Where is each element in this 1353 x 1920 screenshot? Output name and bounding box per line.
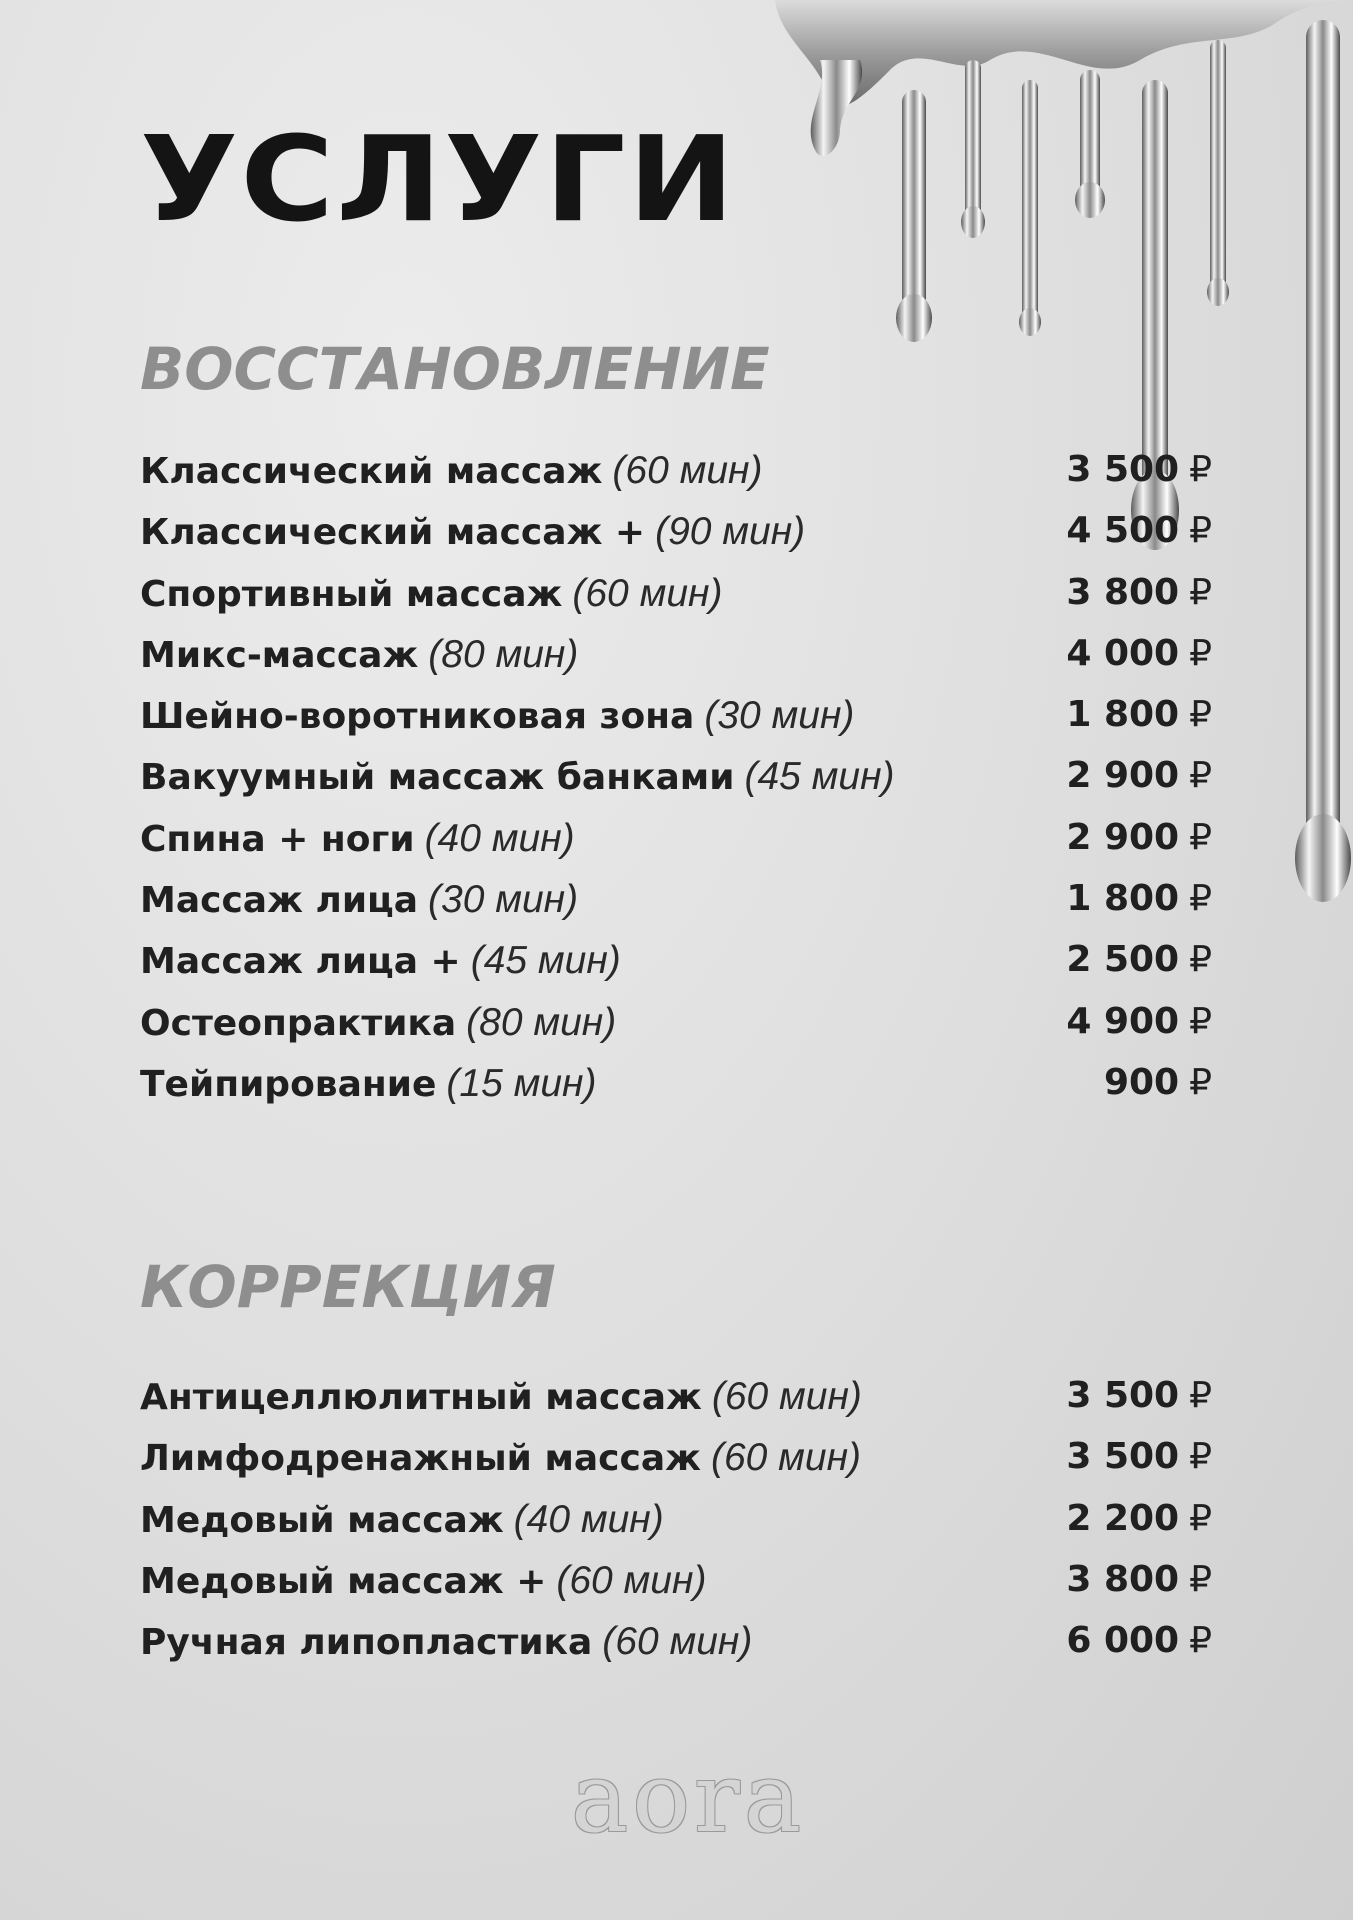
service-duration: (30 мин) <box>428 878 579 922</box>
service-item <box>140 571 1212 632</box>
ruble-sign: ₽ <box>1189 510 1212 552</box>
service-name: Вакуумный массаж банками (45 мин) <box>140 755 895 799</box>
service-item <box>140 754 1212 815</box>
ruble-sign: ₽ <box>1189 694 1212 736</box>
service-name: Антицеллюлитный массаж (60 мин) <box>140 1375 862 1418</box>
service-name: Спортивный массаж (60 мин) <box>140 571 723 615</box>
ruble-sign: ₽ <box>1189 1558 1212 1600</box>
service-price: 3 500 ₽ <box>1066 1375 1212 1416</box>
service-duration: (40 мин) <box>513 1497 664 1541</box>
ruble-sign: ₽ <box>1189 939 1212 981</box>
service-item <box>140 1000 1212 1061</box>
ruble-sign: ₽ <box>1189 1620 1212 1662</box>
service-duration: (80 мин) <box>466 1000 617 1044</box>
service-price: 3 800 ₽ <box>1066 571 1212 613</box>
service-name: Массаж лица + (45 мин) <box>140 939 621 983</box>
service-name: Лимфодренажный массаж (60 мин) <box>140 1436 862 1480</box>
service-list-recovery <box>140 448 1212 1122</box>
section-heading-correction: КОРРЕКЦИЯ <box>140 1253 556 1321</box>
service-item <box>140 1061 1212 1122</box>
service-item <box>140 1619 1212 1680</box>
service-duration: (60 мин) <box>711 1375 862 1418</box>
service-duration: (45 мин) <box>744 755 895 799</box>
ruble-sign: ₽ <box>1189 1061 1212 1103</box>
service-name: Остеопрактика (80 мин) <box>140 1000 617 1044</box>
service-duration: (90 мин) <box>655 510 806 554</box>
service-item <box>140 1558 1212 1619</box>
service-name: Классический массаж + (90 мин) <box>140 510 806 554</box>
service-duration: (60 мин) <box>710 1436 862 1480</box>
service-price: 3 500 ₽ <box>1066 1436 1212 1478</box>
service-name: Тейпирование (15 мин) <box>140 1061 597 1105</box>
service-price: 4 500 ₽ <box>1066 510 1212 552</box>
service-duration: (15 мин) <box>446 1061 597 1105</box>
service-item <box>140 1497 1212 1558</box>
service-price: 4 900 ₽ <box>1066 1000 1212 1042</box>
ruble-sign: ₽ <box>1189 571 1212 613</box>
service-item <box>140 448 1212 509</box>
service-duration: (45 мин) <box>470 939 621 983</box>
ruble-sign: ₽ <box>1189 632 1212 674</box>
service-name: Медовый массаж + (60 мин) <box>140 1558 707 1602</box>
service-price: 900 ₽ <box>1103 1061 1212 1103</box>
service-price: 1 800 ₽ <box>1066 694 1212 736</box>
section-heading-recovery: ВОССТАНОВЛЕНИЕ <box>140 335 770 403</box>
service-duration: (60 мин) <box>572 571 723 615</box>
service-name: Классический массаж (60 мин) <box>140 449 763 492</box>
brand-logo: aora <box>571 1742 806 1854</box>
service-name: Микс-массаж (80 мин) <box>140 632 579 676</box>
service-name: Массаж лица (30 мин) <box>140 878 579 922</box>
service-item <box>140 693 1212 754</box>
ruble-sign: ₽ <box>1189 816 1212 858</box>
ruble-sign: ₽ <box>1189 1497 1212 1539</box>
service-item <box>140 1374 1212 1435</box>
service-duration: (80 мин) <box>428 632 579 676</box>
ruble-sign: ₽ <box>1189 755 1212 797</box>
service-price: 3 500 ₽ <box>1066 449 1212 490</box>
service-price: 2 900 ₽ <box>1066 755 1212 797</box>
service-name: Спина + ноги (40 мин) <box>140 816 575 860</box>
service-item <box>140 877 1212 938</box>
service-duration: (40 мин) <box>424 816 575 860</box>
service-name: Шейно-воротниковая зона (30 мин) <box>140 694 855 738</box>
service-item <box>140 509 1212 570</box>
ruble-sign: ₽ <box>1189 878 1212 920</box>
service-price: 1 800 ₽ <box>1066 878 1212 920</box>
ruble-sign: ₽ <box>1189 1436 1212 1478</box>
ruble-sign: ₽ <box>1189 1375 1212 1416</box>
ruble-sign: ₽ <box>1189 1000 1212 1042</box>
service-price: 2 200 ₽ <box>1066 1497 1212 1539</box>
service-duration: (60 мин) <box>612 449 763 492</box>
service-price: 2 900 ₽ <box>1066 816 1212 858</box>
service-duration: (30 мин) <box>704 694 855 738</box>
service-name: Ручная липопластика (60 мин) <box>140 1620 753 1664</box>
service-price: 6 000 ₽ <box>1066 1620 1212 1662</box>
service-price: 2 500 ₽ <box>1066 939 1212 981</box>
service-name: Медовый массаж (40 мин) <box>140 1497 664 1541</box>
service-duration: (60 мин) <box>602 1620 753 1664</box>
service-price: 3 800 ₽ <box>1066 1558 1212 1600</box>
service-price: 4 000 ₽ <box>1066 632 1212 674</box>
ruble-sign: ₽ <box>1189 449 1212 490</box>
service-duration: (60 мин) <box>556 1558 707 1602</box>
service-item <box>140 938 1212 999</box>
service-item <box>140 816 1212 877</box>
page-title: УСЛУГИ <box>140 110 737 248</box>
service-item <box>140 1435 1212 1496</box>
service-list-correction <box>140 1374 1212 1680</box>
service-item <box>140 632 1212 693</box>
